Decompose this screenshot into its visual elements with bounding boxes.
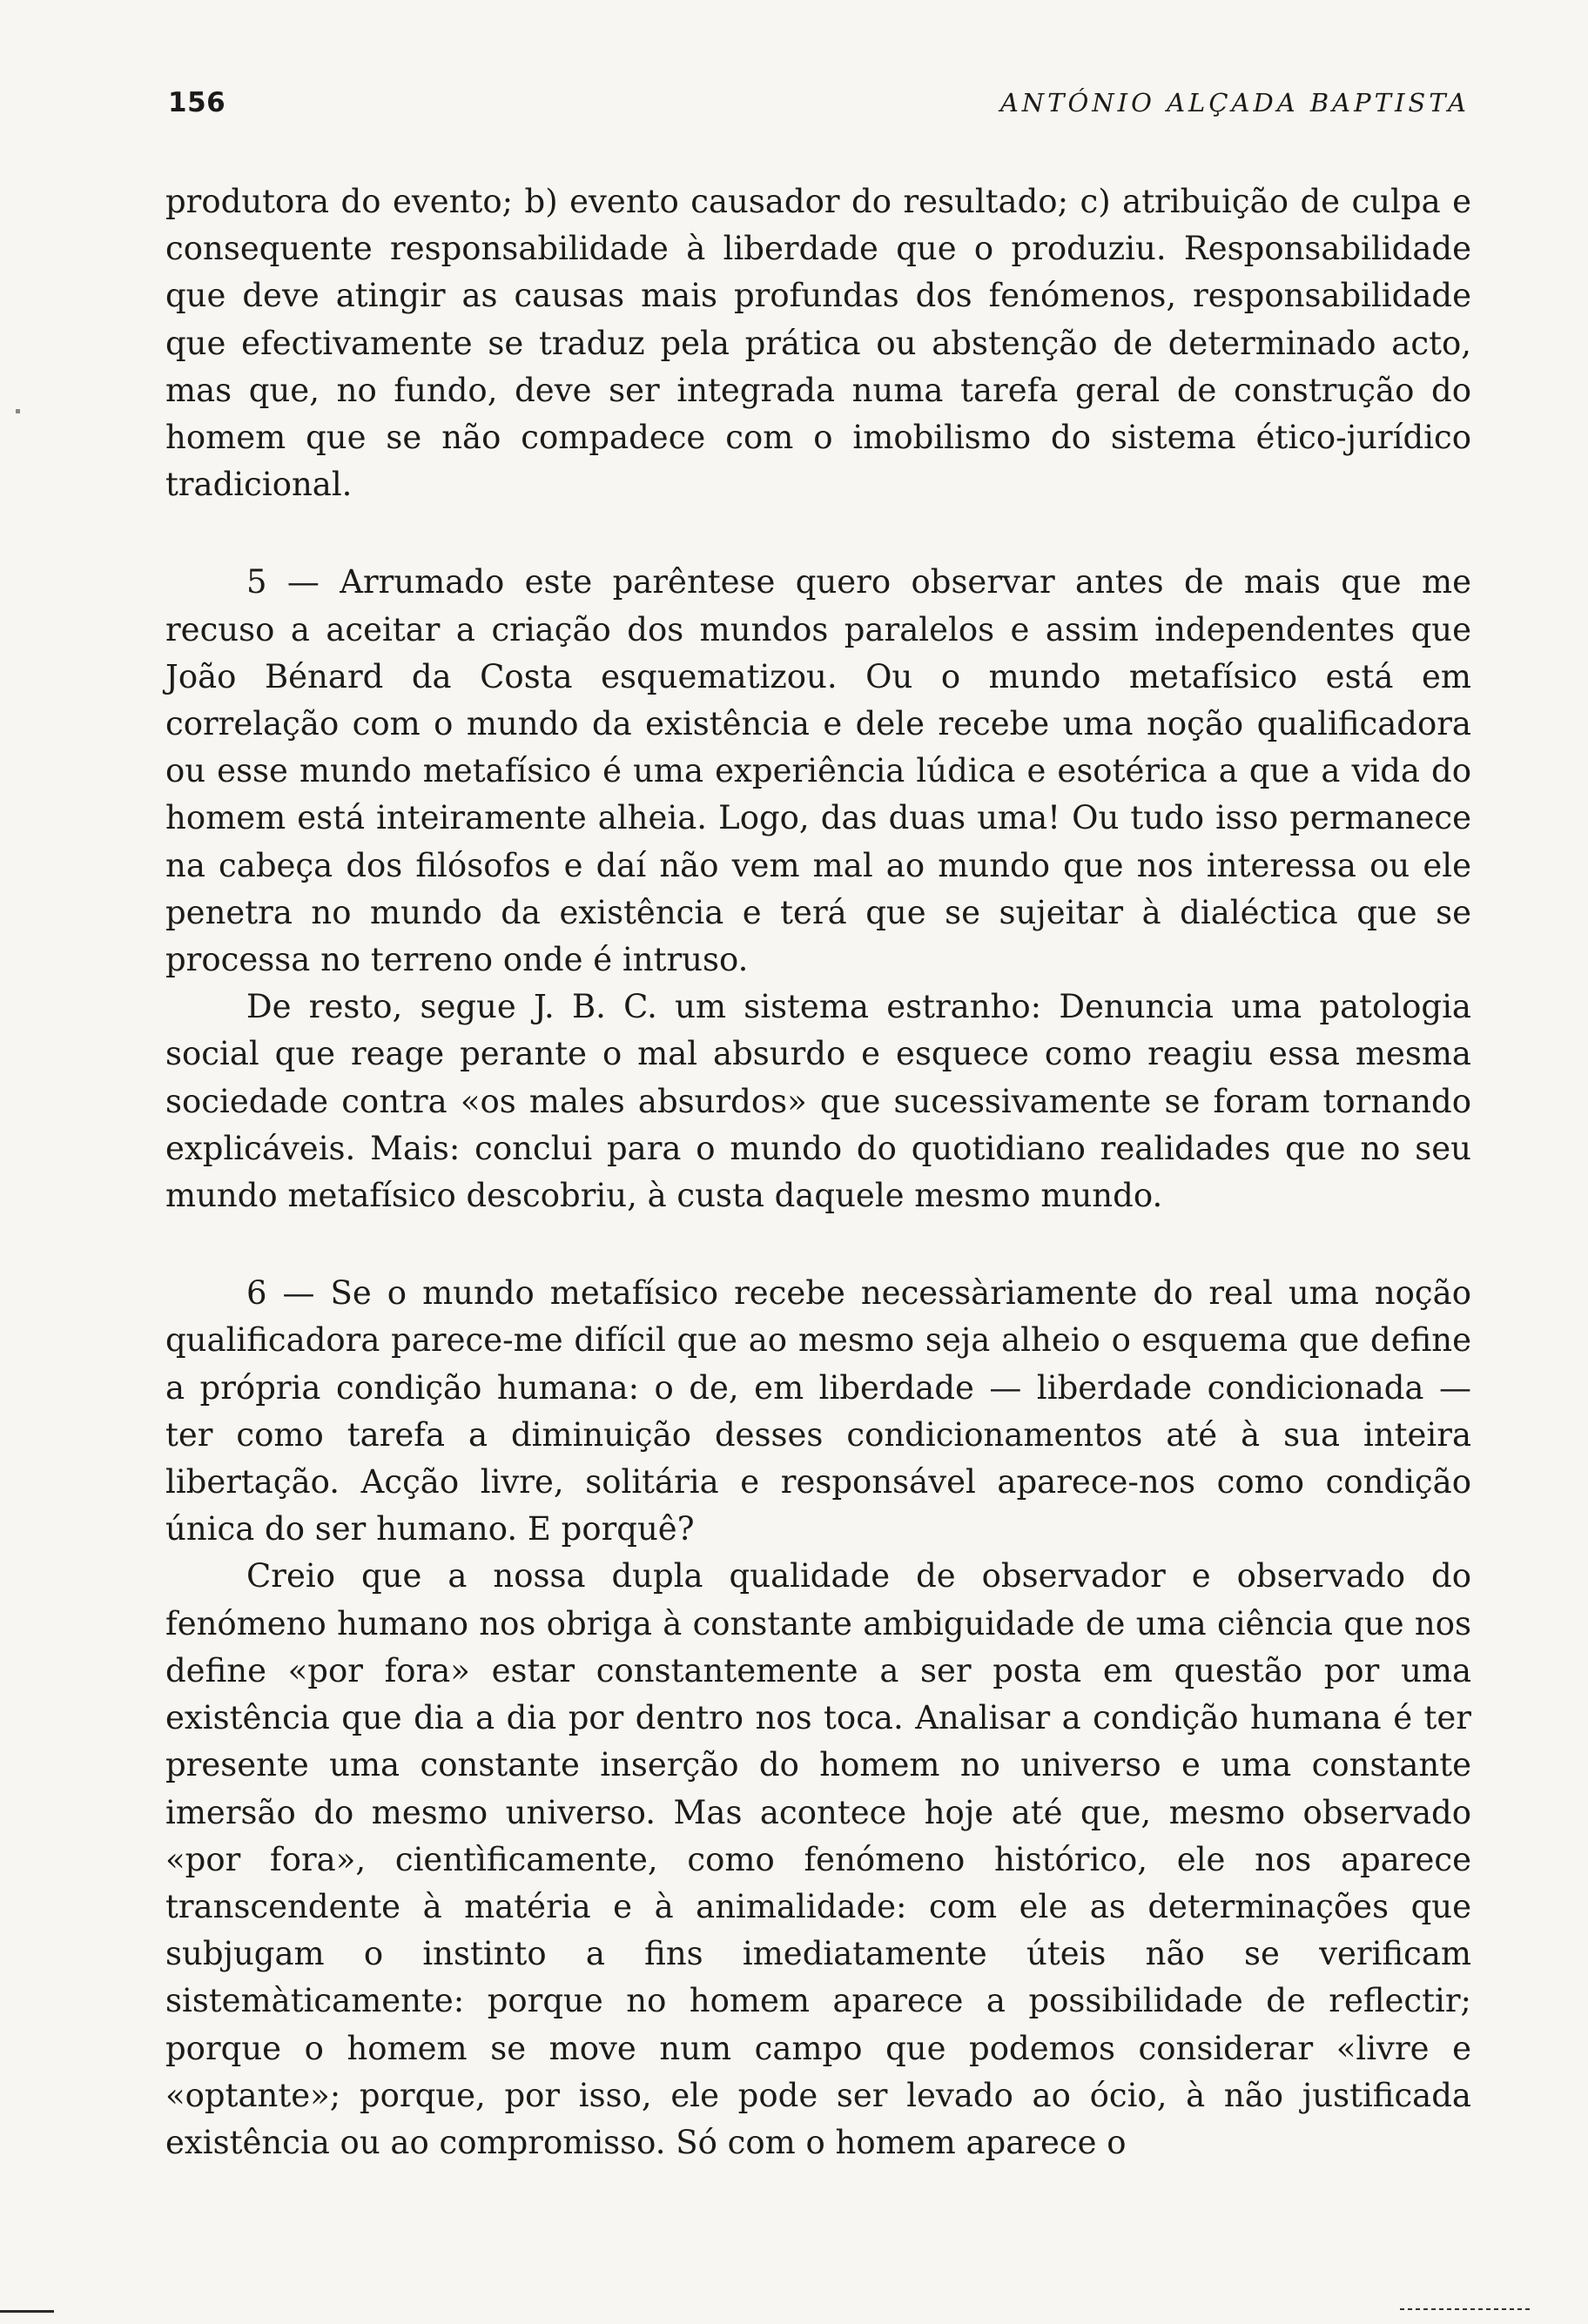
page-number: 156 [168,87,226,118]
running-head: ANTÓNIO ALÇADA BAPTISTA [999,88,1470,118]
paragraph-de-resto: De resto, segue J. B. C. um sistema estranho: Denuncia uma patologia social que reage perante o mal absurdo e esquece como reagiu essa mesma sociedade contra «os males absurdos» que sucessivamente se foram tornando explicáveis. Mais: conclui para o mundo do quotidiano realidades que no seu mundo metafísico descobriu, à custa daquele mesmo mundo. [165,988,1471,1215]
paragraph-creio: Creio que a nossa dupla qualidade de observador e observado do fenómeno humano nos obriga à constante ambiguidade de uma ciência que nos define «por fora» estar constantemente a ser posta em questão por uma existência que dia a dia por dentro nos toca. Analisar a condição humana é ter presente uma constante inserção do homem no universo e uma constante imersão do mesmo universo. Mas acontece hoje até que, mesmo observado «por fora», cientìficamente, como fenómeno histórico, ele nos aparece transcendente à matéria e à animalidade: com ele as determinações que subjugam o instinto a fins imediatamente úteis não se verificam sistemàticamente: porque no homem aparece a possibilidade de reflectir; porque o homem se move num campo que podemos considerar «livre e «optante»; porque, por isso, ele pode ser levado ao ócio, à não justificada existência ou ao compromisso. Só com o homem aparece o [165,1557,1471,2161]
page-header [168,87,1470,118]
scan-artifact-mark [16,409,20,413]
paragraph-section-5: 5 — Arrumado este parêntese quero observar antes de mais que me recuso a aceitar a criação dos mundos paralelos e assim independentes que João Bénard da Costa esquematizou. Ou o mundo metafísico está em correlação com o mundo da existência e dele recebe uma noção qualificadora ou esse mundo metafísico é uma experiência lúdica e esotérica a que a vida do homem está inteiramente alheia. Logo, das duas uma! Ou tudo isso permanece na cabeça dos filósofos e daí não vem mal ao mundo que nos interessa ou ele penetra no mundo da existência e terá que se sujeitar à dialéctica que se processa no terreno onde é intruso. [165,563,1471,979]
scan-edge-line-left [0,2310,54,2313]
body-text [165,178,1471,2166]
paragraph-continuation: produtora do evento; b) evento causador do resultado; c) atribuição de culpa e consequente responsabilidade à liberdade que o produziu. Responsabilidade que deve atingir as causas mais profundas dos fenómenos, responsabilidade que efectivamente se traduz pela prática ou abstenção de determinado acto, mas que, no fundo, deve ser integrada numa tarefa geral de construção do homem que se não compadece com o imobilismo do sistema ético-jurídico tradicional. [165,183,1471,504]
paragraph-section-6: 6 — Se o mundo metafísico recebe necessàriamente do real uma noção qualificadora parece-me difícil que ao mesmo seja alheio o esquema que define a própria condição humana: o de, em liberdade — liberdade condicionada — ter como tarefa a diminuição desses condicionamentos até à sua inteira libertação. Acção livre, solitária e responsável aparece-nos como condição única do ser humano. E porquê? [165,1274,1471,1548]
scan-edge-line-right [1400,2308,1531,2310]
